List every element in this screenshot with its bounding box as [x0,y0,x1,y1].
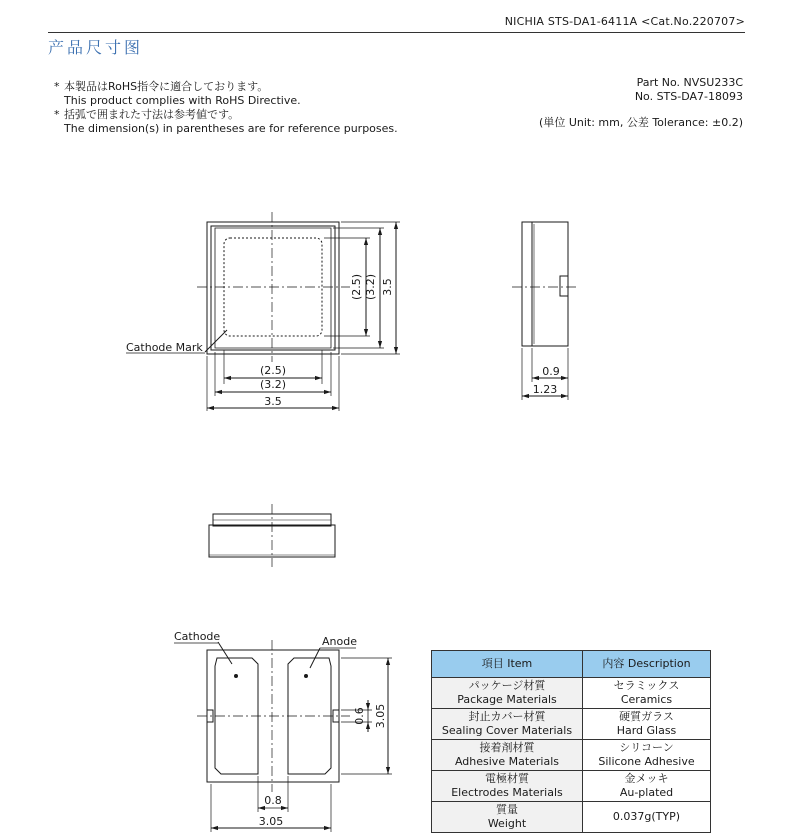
unit-tolerance: (単位 Unit: mm, 公差 Tolerance: ±0.2) [539,116,743,129]
header-description: 内容 Description [583,651,711,678]
cathode-dot [234,674,238,678]
anode-dot [304,674,308,678]
table-header-row [432,651,711,678]
desc-en: 0.037g(TYP) [612,810,681,823]
desc-jp: セラミックス [613,679,680,692]
dim-height-3-05: 3.05 [374,703,387,729]
dim-side-0-9: 0.9 [542,365,560,378]
bottom-view [174,640,392,832]
dim-v-3-5: 3.5 [381,278,394,296]
note-2-jp: 括弧で囲まれた寸法は参考値です。 [64,108,240,121]
cathode-mark-leader [205,330,227,352]
dim-v-2-5: (2.5) [350,273,363,301]
dim-h-3-2: (3.2) [259,378,287,391]
note-marker: * [54,108,60,121]
page-title: 产品尺寸图 [48,38,144,57]
dim-gap-0-8: 0.8 [264,794,282,807]
dim-side-1-23: 1.23 [532,383,558,396]
table-row [432,771,711,802]
dim-pad-0-6: 0.6 [353,707,366,725]
item-en: Adhesive Materials [454,755,560,768]
desc-cell [583,740,711,771]
note-marker: * [54,80,60,93]
package-outline [207,222,339,354]
desc-en: Hard Glass [616,724,677,737]
item-cell [432,802,583,833]
document-reference: NICHIA STS-DA1-6411A <Cat.No.220707> [504,15,745,28]
dim-h-3-5: 3.5 [264,395,282,408]
table-row [432,709,711,740]
item-jp: パッケージ材質 [468,679,546,692]
document-number: No. STS-DA7-18093 [634,90,743,103]
item-cell [432,678,583,709]
header-item: 項目 Item [432,651,583,678]
dim-width-3-05: 3.05 [258,815,284,828]
anode-label: Anode [322,635,357,648]
desc-cell [583,771,711,802]
table-row [432,740,711,771]
cathode-mark-label: Cathode Mark [126,341,203,354]
desc-jp: 硬質ガラス [619,710,674,723]
note-1-jp: 本製品はRoHS指令に適合しております。 [64,80,269,93]
item-en: Weight [487,817,527,830]
desc-en: Silicone Adhesive [598,755,695,768]
item-cell [432,709,583,740]
note-1-en: This product complies with RoHS Directive. [64,94,301,107]
note-2-en: The dimension(s) in parentheses are for reference purposes. [64,122,398,135]
item-jp: 封止カバー材質 [468,710,546,723]
desc-cell [583,709,711,740]
desc-en: Au-plated [619,786,674,799]
part-number: Part No. NVSU233C [636,76,743,89]
desc-cell [583,802,711,833]
desc-jp: シリコーン [619,741,674,754]
item-en: Electrodes Materials [451,786,563,799]
desc-jp: 金メッキ [624,772,669,785]
item-en: Sealing Cover Materials [441,724,573,737]
cathode-label: Cathode [174,630,221,643]
item-jp: 接着剤材質 [479,741,535,754]
item-jp: 質量 [496,803,518,816]
table-row [432,678,711,709]
desc-cell [583,678,711,709]
table-row [432,802,711,833]
dim-h-2-5: (2.5) [259,364,287,377]
front-view [209,504,335,567]
materials-table [431,650,711,833]
dim-v-3-2: (3.2) [364,273,377,301]
item-cell [432,740,583,771]
desc-en: Ceramics [620,693,673,706]
item-cell [432,771,583,802]
item-en: Package Materials [457,693,557,706]
item-jp: 電極材質 [485,772,529,785]
